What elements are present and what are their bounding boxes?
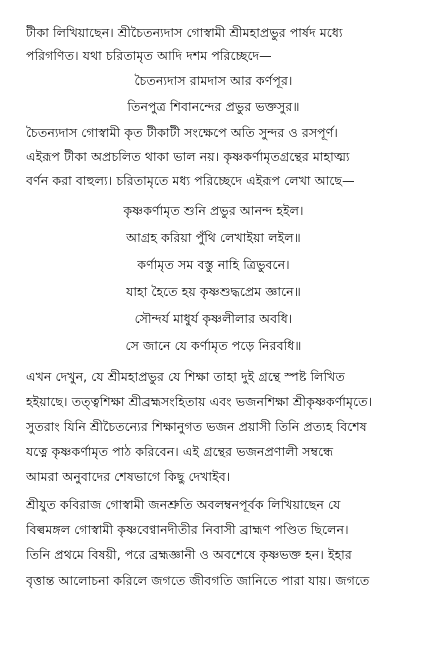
text-line: তিনি প্রথমে বিষয়ী, পরে ব্রহ্মজ্ঞানী ও অবশেষে কৃষ্ণভক্ত হন। ইহার bbox=[26, 547, 352, 562]
verse-line: সে জানে যে কর্ণামৃত পড়ে নিরবধি॥ bbox=[125, 338, 302, 353]
verse-line: তিনপুত্র শিবানন্দের প্রভুর ভক্তসুর॥ bbox=[127, 99, 300, 114]
text-line: চৈতন্যদাস গোস্বামী কৃত টীকাটী সংক্ষেপে অতি সুন্দর ও রসপূর্ণ। bbox=[26, 125, 338, 140]
verse-line: আগ্রহ করিয়া পুঁথি লেখাইয়া লইল॥ bbox=[126, 230, 301, 245]
text-line: বর্ণন করা বাহুল্য। চরিতামৃতে মধ্য পরিচ্ছেদে এইরূপ লেখা আছে— bbox=[26, 173, 355, 188]
text-line: টীকা লিখিয়াছেন। শ্রীচৈতন্যদাস গোস্বামী শ্রীমহাপ্রভুর পার্ষদ মধ্যে bbox=[26, 25, 343, 40]
text-line: হইয়াছে। তত্ত্বশিক্ষা শ্রীব্রহ্মসংহিতায় এবং ভজনশিক্ষা শ্রীকৃষ্ণকর্ণামৃতে। bbox=[26, 394, 373, 409]
verse-line: যাহা হৈতে হয় কৃষ্ণশুদ্ধপ্রেম জ্ঞানে॥ bbox=[126, 284, 301, 299]
text-line: শ্রীযুত কবিরাজ গোস্বামী জনশ্রুতি অবলম্বনপূর্বক লিখিয়াছেন যে bbox=[26, 497, 341, 512]
text-line: এখন দেখুন, যে শ্রীমহাপ্রভুর যে শিক্ষা তাহা দুই গ্রন্থে স্পষ্ট লিখিত bbox=[26, 369, 345, 384]
text-line: সুতরাং যিনি শ্রীচৈতন্যের শিক্ষানুগত ভজন প্রয়াসী তিনি প্রত্যহ বিশেষ bbox=[26, 419, 367, 434]
verse-line: কর্ণামৃত সম বস্তু নাহি ত্রিভুবনে। bbox=[137, 257, 290, 272]
text-line: বিল্বমঙ্গল গোস্বামী কৃষ্ণবেণ্বানদীতীর নিবাসী ব্রাহ্মণ পণ্ডিত ছিলেন। bbox=[26, 522, 349, 537]
text-line: আমরা অনুবাদের শেষভাগে কিছু দেখাইব। bbox=[26, 469, 231, 484]
text-line: পরিগণিত। যথা চরিতামৃত আদি দশম পরিচ্ছেদে— bbox=[26, 48, 272, 63]
text-line: যত্নে কৃষ্ণকর্ণামৃত পাঠ করিবেন। এই গ্রন্থের ভজনপ্রণালী সম্বন্ধে bbox=[26, 444, 334, 459]
verse-line: চৈতন্যদাস রামদাস আর কর্ণপূর। bbox=[134, 73, 293, 88]
text-line: বৃত্তান্ত আলোচনা করিলে জগতে জীবগতি জানিতে পারা যায়। জগতে bbox=[26, 573, 370, 588]
verse-line: কৃষ্ণকর্ণামৃত শুনি প্রভুর আনন্দ হইল। bbox=[123, 203, 304, 218]
verse-line: সৌন্দর্য মাধুর্য কৃষ্ণলীলার অবধি। bbox=[134, 311, 293, 326]
text-line: এইরূপ টীকা অপ্রচলিত থাকা ভাল নয়। কৃষ্ণকর্ণামৃতগ্রন্থের মাহাত্ম্য bbox=[26, 149, 350, 164]
